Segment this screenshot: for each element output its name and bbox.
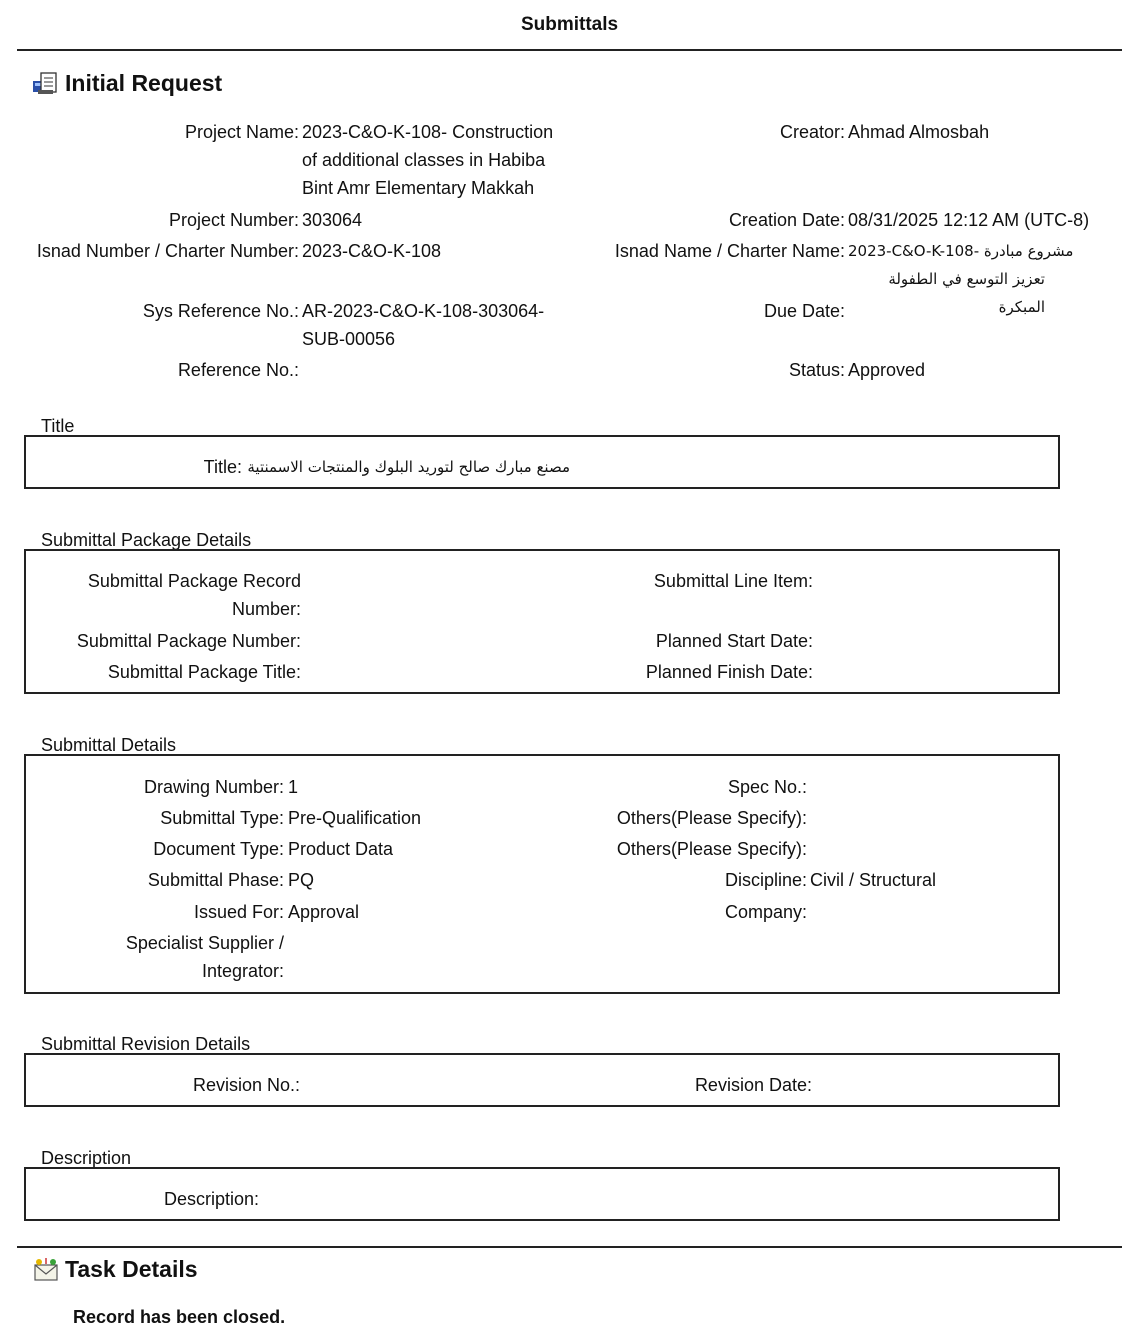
task-details-heading: Task Details (65, 1256, 198, 1282)
specialist-supplier-label: Specialist Supplier / Integrator: (125, 933, 284, 981)
task-envelope-icon (32, 1257, 60, 1283)
initial-request-heading: Initial Request (65, 70, 223, 96)
due-date-label: Due Date: (763, 301, 845, 321)
issued-for-label: Issued For: (193, 902, 284, 922)
description-heading: Description (41, 1148, 132, 1168)
status-label: Status: (788, 360, 845, 380)
discipline-value: Civil / Structural (810, 870, 937, 890)
submittal-line-item-label: Submittal Line Item: (653, 571, 813, 591)
package-title-label: Submittal Package Title: (107, 662, 301, 682)
creation-date-value: 08/31/2025 12:12 AM (UTC-8) (848, 210, 1090, 230)
initial-request-header (32, 70, 222, 97)
sys-reference-label: Sys Reference No.: (142, 301, 299, 321)
others-specify-label-1: Others(Please Specify): (616, 808, 807, 828)
task-details-header (32, 1256, 198, 1283)
task-divider (17, 1246, 1122, 1248)
document-type-label: Document Type: (153, 839, 284, 859)
creation-date-label: Creation Date: (728, 210, 845, 230)
project-name-label: Project Name: (184, 122, 299, 142)
isnad-number-label: Isnad Number / Charter Number: (36, 241, 299, 261)
title-group-heading: Title (41, 416, 75, 436)
submittal-phase-label: Submittal Phase: (147, 870, 284, 890)
status-value: Approved (848, 360, 926, 380)
document-type-value: Product Data (288, 839, 394, 859)
revision-details-box (24, 1053, 1060, 1107)
drawing-number-value: 1 (288, 777, 299, 797)
project-number-value: 303064 (302, 210, 363, 230)
notepad-icon (32, 71, 60, 97)
drawing-number-label: Drawing Number: (143, 777, 284, 797)
project-name-value: 2023-C&O-K-108- Construction of additional classes in Habiba Bint Amr Elementary Makkah (302, 122, 554, 198)
planned-start-date-label: Planned Start Date: (655, 631, 813, 651)
sys-reference-value: AR-2023-C&O-K-108-303064- SUB-00056 (302, 301, 545, 349)
creator-label: Creator: (779, 122, 845, 142)
page-title: Submittals (520, 14, 619, 35)
project-number-label: Project Number: (168, 210, 299, 230)
others-specify-label-2: Others(Please Specify): (616, 839, 807, 859)
title-label: Title: (203, 457, 242, 477)
creator-value: Ahmad Almosbah (848, 122, 990, 142)
revision-details-heading: Submittal Revision Details (41, 1034, 251, 1054)
planned-finish-date-label: Planned Finish Date: (645, 662, 813, 682)
description-label: Description: (163, 1189, 259, 1209)
submittal-details-heading: Submittal Details (41, 735, 177, 755)
package-details-heading: Submittal Package Details (41, 530, 252, 550)
isnad-name-label: Isnad Name / Charter Name: (614, 241, 845, 261)
issued-for-value: Approval (288, 902, 360, 922)
submittal-type-value: Pre-Qualification (288, 808, 422, 828)
header-divider (17, 49, 1122, 51)
package-record-number-label: Submittal Package Record Number: (87, 571, 301, 619)
spec-no-label: Spec No.: (727, 777, 807, 797)
isnad-name-value-line2: تعزيز التوسع في الطفولة المبكرة (888, 270, 1045, 316)
submittal-type-label: Submittal Type: (160, 808, 284, 828)
company-label: Company: (724, 902, 807, 922)
revision-no-label: Revision No.: (192, 1075, 300, 1095)
reference-no-label: Reference No.: (177, 360, 299, 380)
discipline-label: Discipline: (724, 870, 807, 890)
title-value: مصنع مبارك صالح لتوريد البلوك والمنتجات الاسمنتية (247, 458, 570, 476)
submittal-phase-value: PQ (288, 870, 315, 890)
isnad-name-value-line1: 2023-C&O-K-108- مشروع مبادرة (848, 242, 1074, 260)
package-number-label: Submittal Package Number: (76, 631, 301, 651)
record-closed-message: Record has been closed. (73, 1307, 286, 1327)
revision-date-label: Revision Date: (694, 1075, 812, 1095)
isnad-number-value: 2023-C&O-K-108 (302, 241, 442, 261)
